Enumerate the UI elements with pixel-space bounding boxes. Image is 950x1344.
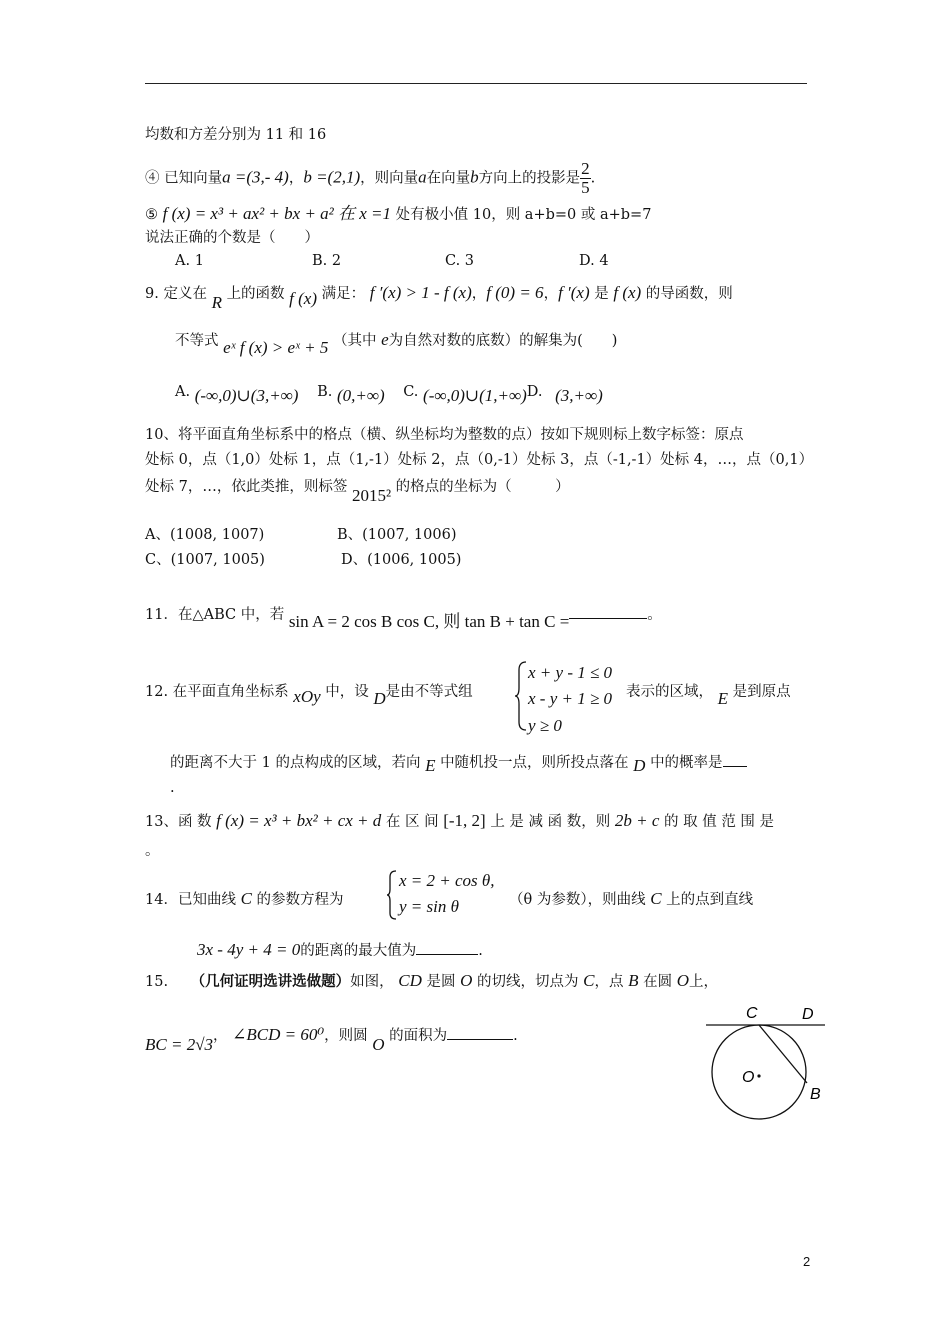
q13-line1: 13、函 数 f (x) = x³ + bx² + cx + d 在 区 间 [-1, 2] 上 是 减 函 数，则 2b + c 的 取 值 范 围 是	[145, 811, 775, 830]
q10-choice-d: D、(1006, 1005)	[341, 552, 462, 568]
q10-line1: 10、将平面直角坐标系中的格点（横、纵坐标均为整数的点）按如下规则标上数字标签：原点	[145, 427, 744, 443]
circle-tangent-figure	[700, 1000, 835, 1125]
parametric-system: x = 2 + cos θ, y = sin θ	[399, 871, 495, 917]
q15-line1: 15. （几何证明选讲选做题）如图， CD 是圆 O 的切线，切点为 C，点 B 在圆 O上，	[145, 971, 718, 990]
choice-d: D. 4	[579, 253, 609, 269]
label-d: D	[802, 1006, 814, 1023]
item-4: ④ 已知向量a =(3,- 4)，b =(2,1)，则向量a在向量b方向上的投影是 $\frac{2}{5}$ .	[145, 159, 596, 197]
chord-bc	[759, 1025, 807, 1083]
brace-left-q12	[514, 660, 528, 732]
q11: 11．在△ABC 中，若 sin A = 2 cos B cos C, 则 tan B + tan C = 。	[145, 607, 662, 631]
q15-line2: BC = 2√3， ∠BCD = 60⁰，则圆 O 的面积为 .	[145, 1025, 518, 1054]
label-b: B	[810, 1086, 821, 1103]
answer-blank	[416, 954, 478, 955]
answer-blank	[447, 1039, 513, 1040]
q12-line2: 的距离不大于 1 的点构成的区域，若向 E 中随机投一点，则所投点落在 D 中的概率是	[170, 752, 747, 772]
page-number: 2	[803, 1254, 811, 1269]
q9-line2: 不等式 eˣ f (x) > eˣ + 5 （其中 e为自然对数的底数）的解集为( )	[175, 330, 618, 357]
header-rule	[145, 83, 807, 84]
q12-line1-end: 表示的区域， E 是到原点	[626, 684, 791, 708]
brace-left-q14	[386, 869, 398, 921]
q12-line1: 12. 在平面直角坐标系 xOy 中，设 D是由不等式组	[145, 684, 473, 708]
inequality-system: x + y - 1 ≤ 0 x - y + 1 ≥ 0 y ≥ 0	[528, 663, 613, 735]
q10-choice-c: C、(1007, 1005)	[145, 552, 265, 568]
q10-choice-b: B、(1007, 1006)	[337, 527, 457, 543]
q10-line3: 处标 7，…，依此类推，则标签 2015² 的格点的坐标为（ ）	[145, 479, 570, 505]
choice-b: B. 2	[312, 253, 342, 269]
label-o: O	[742, 1069, 755, 1086]
item-5: ⑤ f (x) = x³ + ax² + bx + a² 在 x =1 处有极小值 10，则 a+b=0 或 a+b=7	[145, 204, 652, 223]
question-prompt: 说法正确的个数是（ ）	[145, 230, 319, 246]
q14-line1: 14．已知曲线 C 的参数方程为	[145, 889, 344, 908]
label-c: C	[746, 1005, 758, 1022]
answer-blank	[569, 618, 647, 619]
choice-c: C. 3	[445, 253, 475, 269]
q14-line1-end: （θ 为参数），则曲线 C 上的点到直线	[509, 889, 754, 908]
q13-end: 。	[145, 843, 160, 859]
q9-choices: A. (-∞,0)∪(3,+∞) B. (0,+∞) C. (-∞,0)∪(1,+∞)D. (3,+∞)	[175, 384, 603, 405]
center-point	[757, 1074, 760, 1077]
q12-period: .	[170, 780, 175, 796]
q10-line2: 处标 0，点（1,0）处标 1，点（1,-1）处标 2，点（0,-1）处标 3，点（-1,-1）处标 4，…，点（0,1）	[145, 452, 814, 468]
line-stats: 均数和方差分别为 11 和 16	[145, 127, 327, 143]
q14-line2: 3x - 4y + 4 = 0的距离的最大值为 .	[197, 940, 483, 959]
fraction-2-5: $\frac{2}{5}$	[581, 159, 590, 197]
q10-choice-a: A、(1008, 1007)	[145, 527, 265, 543]
choice-a: A. 1	[175, 253, 204, 269]
q9-line1: 9. 定义在 R 上的函数 f (x) 满足： f ′(x) > 1 - f (x)，f (0) = 6，f ′(x) 是 f (x) 的导函数，则	[145, 283, 733, 312]
circle-o	[712, 1025, 806, 1119]
answer-blank	[723, 766, 747, 767]
